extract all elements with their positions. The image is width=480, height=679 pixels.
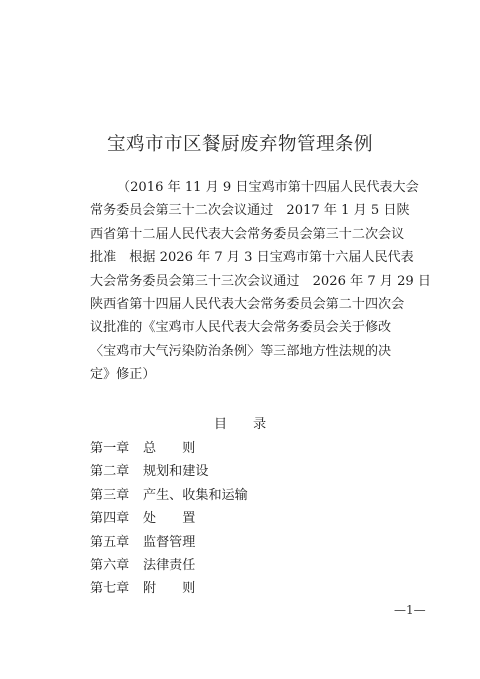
toc-chapter-number: 第七章 — [90, 581, 130, 597]
toc-chapter-number: 第五章 — [90, 534, 130, 550]
preamble-line: 陕西省第十四届人民代表大会常务委员会第二十四次会 — [90, 297, 405, 313]
toc-chapter-number: 第六章 — [90, 557, 130, 573]
toc-chapter-number: 第四章 — [90, 511, 130, 527]
document-title: 宝鸡市市区餐厨废弃物管理条例 — [106, 134, 373, 155]
preamble-line: 常务委员会第三十二次会议通过 2017 年 1 月 5 日陕 — [90, 203, 410, 219]
toc-chapter-number: 第一章 — [90, 441, 130, 456]
toc-item[interactable] — [90, 437, 410, 460]
toc-item[interactable] — [90, 531, 410, 554]
toc-item[interactable] — [90, 507, 410, 530]
preamble-line: 〈宝鸡市大气污染防治条例〉等三部地方性法规的决 — [90, 343, 392, 359]
toc-item[interactable] — [90, 460, 410, 483]
toc-chapter-name: 总 则 — [143, 441, 196, 456]
preamble — [90, 176, 431, 387]
page-number: —1— — [394, 603, 426, 617]
toc-heading-left: 目 — [213, 417, 227, 432]
preamble-line: （2016 年 11 月 9 日宝鸡市第十四届人民代表大会 — [117, 180, 419, 195]
toc-chapter-number: 第三章 — [90, 487, 130, 503]
toc-chapter-name: 附 则 — [143, 581, 196, 597]
toc-chapter-number: 第二章 — [90, 464, 130, 480]
preamble-line: 西省第十二届人民代表大会常务委员会第三十二次会议 — [90, 226, 405, 242]
toc-chapter-name: 规划和建设 — [143, 464, 209, 480]
toc-chapter-name: 监督管理 — [143, 534, 196, 550]
toc-heading-right: 录 — [253, 417, 267, 432]
preamble-line: 批准 根据 2026 年 7 月 3 日宝鸡市第十六届人民代表 — [90, 250, 414, 266]
preamble-line: 定》修正） — [90, 367, 156, 383]
toc-item[interactable] — [90, 577, 410, 600]
preamble-line: 大会常务委员会第三十三次会议通过 2026 年 7 月 29 日 — [90, 273, 431, 289]
preamble-line: 议批准的《宝鸡市人民代表大会常务委员会关于修改 — [90, 320, 392, 336]
toc-chapter-name: 产生、收集和运输 — [143, 487, 248, 503]
toc-heading — [0, 413, 480, 432]
table-of-contents — [90, 437, 410, 601]
toc-item[interactable] — [90, 484, 410, 507]
toc-chapter-name: 法律责任 — [143, 557, 196, 573]
toc-item[interactable] — [90, 554, 410, 577]
toc-chapter-name: 处 置 — [143, 511, 196, 527]
